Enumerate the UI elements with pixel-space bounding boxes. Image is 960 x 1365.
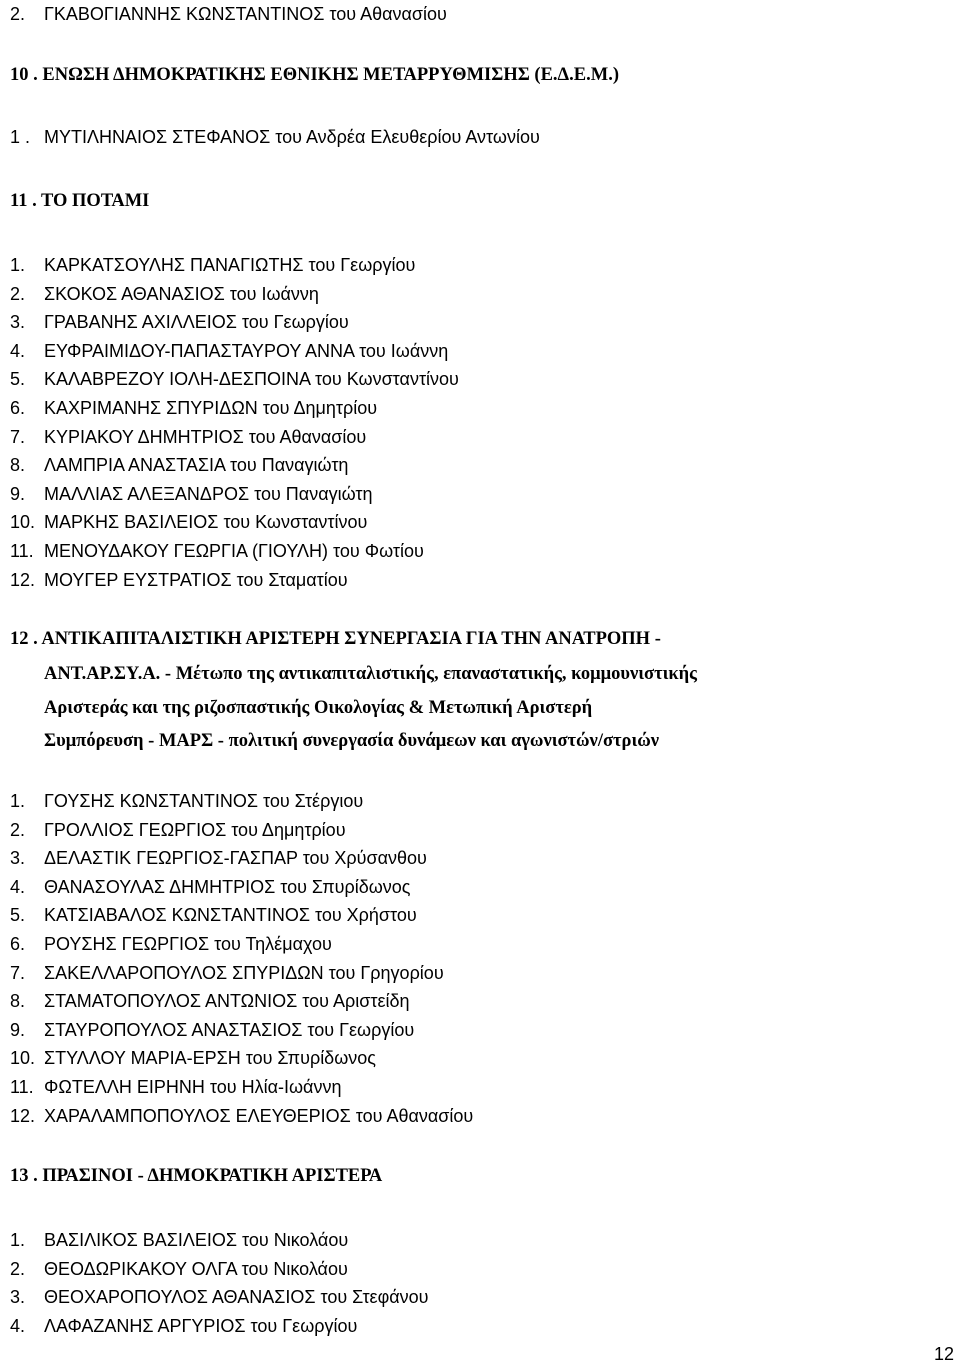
list-item-number: 7. [10, 962, 26, 983]
list-item-text: ΛΑΜΠΡΙΑ ΑΝΑΣΤΑΣΙΑ του Παναγιώτη [44, 455, 349, 476]
list-item-number: 3. [10, 1287, 26, 1308]
list-item [10, 847, 427, 869]
list-item-number: 1 . [10, 127, 31, 147]
list-item-number: 2. [10, 4, 26, 24]
list-item-number: 1. [10, 791, 26, 811]
list-item [10, 254, 415, 276]
list-item [10, 540, 424, 562]
list-item-number: 3. [10, 312, 26, 333]
list-item [10, 511, 367, 533]
list-item-text: ΜΕΝΟΥΔΑΚΟΥ ΓΕΩΡΓΙΑ (ΓΙΟΥΛΗ) του Φωτίου [44, 541, 424, 561]
list-item-text: ΦΩΤΕΛΛΗ ΕΙΡΗΝΗ του Ηλία-Ιωάννη [44, 1077, 342, 1097]
section-heading-10: 10 . ΕΝΩΣΗ ΔΗΜΟΚΡΑΤΙΚΗΣ ΕΘΝΙΚΗΣ ΜΕΤΑΡΡΥΘΜΙΣΗΣ (Ε.Δ.Ε.Μ.) [10, 65, 619, 85]
list-item-number: 1. [10, 255, 26, 275]
list-item-text: ΣΤΥΛΛΟΥ ΜΑΡΙΑ-ΕΡΣΗ του Σπυρίδωνος [44, 1048, 376, 1069]
list-item-text: ΛΑΦΑΖΑΝΗΣ ΑΡΓΥΡΙΟΣ του Γεωργίου [44, 1315, 358, 1336]
list-item-text: ΕΥΦΡΑΙΜΙΔΟΥ-ΠΑΠΑΣΤΑΥΡΟΥ ΑΝΝΑ του Ιωάννη [44, 340, 449, 361]
list-item-text: ΘΕΟΧΑΡΟΠΟΥΛΟΣ ΑΘΑΝΑΣΙΟΣ του Στεφάνου [44, 1287, 429, 1308]
list-item [10, 1105, 473, 1127]
list-item [10, 483, 373, 505]
list-item-text: ΣΑΚΕΛΛΑΡΟΠΟΥΛΟΣ ΣΠΥΡΙΔΩΝ του Γρηγορίου [44, 962, 444, 983]
list-item-number: 11. [10, 541, 34, 561]
list-item-text: ΣΤΑΜΑΤΟΠΟΥΛΟΣ ΑΝΤΩΝΙΟΣ του Αριστείδη [44, 991, 410, 1012]
list-item-text: ΚΑΤΣΙΑΒΑΛΟΣ ΚΩΝΣΤΑΝΤΙΝΟΣ του Χρήστου [44, 905, 417, 926]
list-item-number: 4. [10, 876, 26, 897]
list-item [10, 933, 332, 955]
list-item-number: 9. [10, 1019, 26, 1040]
list-item-number: 4. [10, 1315, 26, 1336]
list-item-number: 1. [10, 1230, 26, 1250]
list-item [10, 1286, 429, 1308]
list-item-number: 7. [10, 426, 26, 447]
list-item-text: ΚΑΧΡΙΜΑΝΗΣ ΣΠΥΡΙΔΩΝ του Δημητρίου [44, 398, 378, 418]
list-item-text: ΧΑΡΑΛΑΜΠΟΠΟΥΛΟΣ ΕΛΕΥΘΕΡΙΟΣ του Αθανασίου [44, 1105, 474, 1126]
list-item [10, 962, 444, 984]
list-item [10, 904, 417, 926]
list-item-text: ΜΟΥΓΕΡ ΕΥΣΤΡΑΤΙΟΣ του Σταματίου [44, 569, 348, 590]
section-heading-12-line3: Αριστεράς και της ριζοσπαστικής Οικολογίας & Μετωπική Αριστερή [44, 698, 593, 718]
list-item [10, 426, 366, 448]
list-item-text: ΣΤΑΥΡΟΠΟΥΛΟΣ ΑΝΑΣΤΑΣΙΟΣ του Γεωργίου [44, 1019, 415, 1040]
list-item-number: 2. [10, 283, 26, 304]
list-item-text: ΚΥΡΙΑΚΟΥ ΔΗΜΗΤΡΙΟΣ του Αθανασίου [44, 426, 367, 447]
list-item [10, 1315, 357, 1337]
list-item-text: ΓΡΑΒΑΝΗΣ ΑΧΙΛΛΕΙΟΣ του Γεωργίου [44, 312, 349, 333]
section-heading-12-line1: 12 . ΑΝΤΙΚΑΠΙΤΑΛΙΣΤΙΚΗ ΑΡΙΣΤΕΡΗ ΣΥΝΕΡΓΑΣΙΑ ΓΙΑ ΤΗΝ ΑΝΑΤΡΟΠΗ - [10, 629, 661, 649]
list-item [10, 397, 377, 419]
list-item [10, 1258, 348, 1280]
list-item-number: 12. [10, 1105, 36, 1126]
list-item-number: 11. [10, 1077, 34, 1097]
list-item-text: ΔΕΛΑΣΤΙΚ ΓΕΩΡΓΙΟΣ-ΓΑΣΠΑΡ του Χρύσανθου [44, 848, 427, 869]
list-item [10, 1019, 414, 1041]
list-item [10, 1076, 341, 1098]
list-item-number: 4. [10, 340, 26, 361]
list-item [10, 283, 319, 305]
list-item-number: 2. [10, 1258, 26, 1279]
list-item [10, 311, 349, 333]
list-item-number: 5. [10, 905, 26, 926]
list-item-text: ΡΟΥΣΗΣ ΓΕΩΡΓΙΟΣ του Τηλέμαχου [44, 934, 332, 954]
list-item-text: ΚΑΛΑΒΡΕΖΟΥ ΙΟΛΗ-ΔΕΣΠΟΙΝΑ του Κωνσταντίνου [44, 369, 459, 390]
list-item-text: ΓΡΟΛΛΙΟΣ ΓΕΩΡΓΙΟΣ του Δημητρίου [44, 819, 346, 840]
list-item [10, 569, 348, 591]
list-item-number: 10. [10, 512, 36, 533]
list-item-text: ΘΑΝΑΣΟΥΛΑΣ ΔΗΜΗΤΡΙΟΣ του Σπυρίδωνος [44, 876, 411, 897]
list-item-text: ΘΕΟΔΩΡΙΚΑΚΟΥ ΟΛΓΑ του Νικολάου [44, 1258, 348, 1279]
list-item [10, 454, 348, 476]
list-item-number: 10. [10, 1048, 36, 1069]
section-heading-12-line4: Συμπόρευση - ΜΑΡΣ - πολιτική συνεργασία δυνάμεων και αγωνιστών/στριών [44, 731, 659, 751]
list-item [10, 368, 459, 390]
section-heading-13: 13 . ΠΡΑΣΙΝΟΙ - ΔΗΜΟΚΡΑΤΙΚΗ ΑΡΙΣΤΕΡΑ [10, 1166, 383, 1186]
list-item-text: ΣΚΟΚΟΣ ΑΘΑΝΑΣΙΟΣ του Ιωάννη [44, 283, 319, 304]
list-item-number: 12. [10, 569, 36, 590]
list-item-number: 6. [10, 398, 26, 418]
list-item [10, 876, 410, 898]
list-item [10, 340, 448, 362]
list-item-text: ΜΥΤΙΛΗΝΑΙΟΣ ΣΤΕΦΑΝΟΣ του Ανδρέα Ελευθερίου Αντωνίου [44, 127, 540, 147]
list-item-number: 6. [10, 934, 26, 954]
list-item [10, 3, 447, 25]
list-item [10, 1229, 348, 1251]
list-item-number: 5. [10, 369, 26, 390]
list-item-text: ΒΑΣΙΛΙΚΟΣ ΒΑΣΙΛΕΙΟΣ του Νικολάου [44, 1230, 349, 1250]
list-item [10, 1047, 376, 1069]
page-number: 12 [933, 1344, 954, 1364]
section-heading-12-line2: ΑΝΤ.ΑΡ.ΣΥ.Α. - Μέτωπο της αντικαπιταλιστικής, επαναστατικής, κομμουνιστικής [44, 664, 697, 684]
list-item-number: 8. [10, 455, 26, 476]
list-item-number: 2. [10, 819, 26, 840]
list-item-number: 9. [10, 483, 26, 504]
list-item [10, 819, 346, 841]
list-item-text: ΚΑΡΚΑΤΣΟΥΛΗΣ ΠΑΝΑΓΙΩΤΗΣ του Γεωργίου [44, 255, 416, 275]
list-item-text: ΓΚΑΒΟΓΙΑΝΝΗΣ ΚΩΝΣΤΑΝΤΙΝΟΣ του Αθανασίου [44, 4, 447, 24]
list-item [10, 790, 363, 812]
list-item-text: ΜΑΡΚΗΣ ΒΑΣΙΛΕΙΟΣ του Κωνσταντίνου [44, 512, 368, 533]
list-item [10, 990, 410, 1012]
list-item-number: 3. [10, 848, 26, 869]
section-heading-11: 11 . ΤΟ ΠΟΤΑΜΙ [10, 191, 150, 211]
list-item-text: ΜΑΛΛΙΑΣ ΑΛΕΞΑΝΔΡΟΣ του Παναγιώτη [44, 483, 373, 504]
list-item [10, 126, 540, 148]
list-item-text: ΓΟΥΣΗΣ ΚΩΝΣΤΑΝΤΙΝΟΣ του Στέργιου [44, 791, 364, 811]
list-item-number: 8. [10, 991, 26, 1012]
